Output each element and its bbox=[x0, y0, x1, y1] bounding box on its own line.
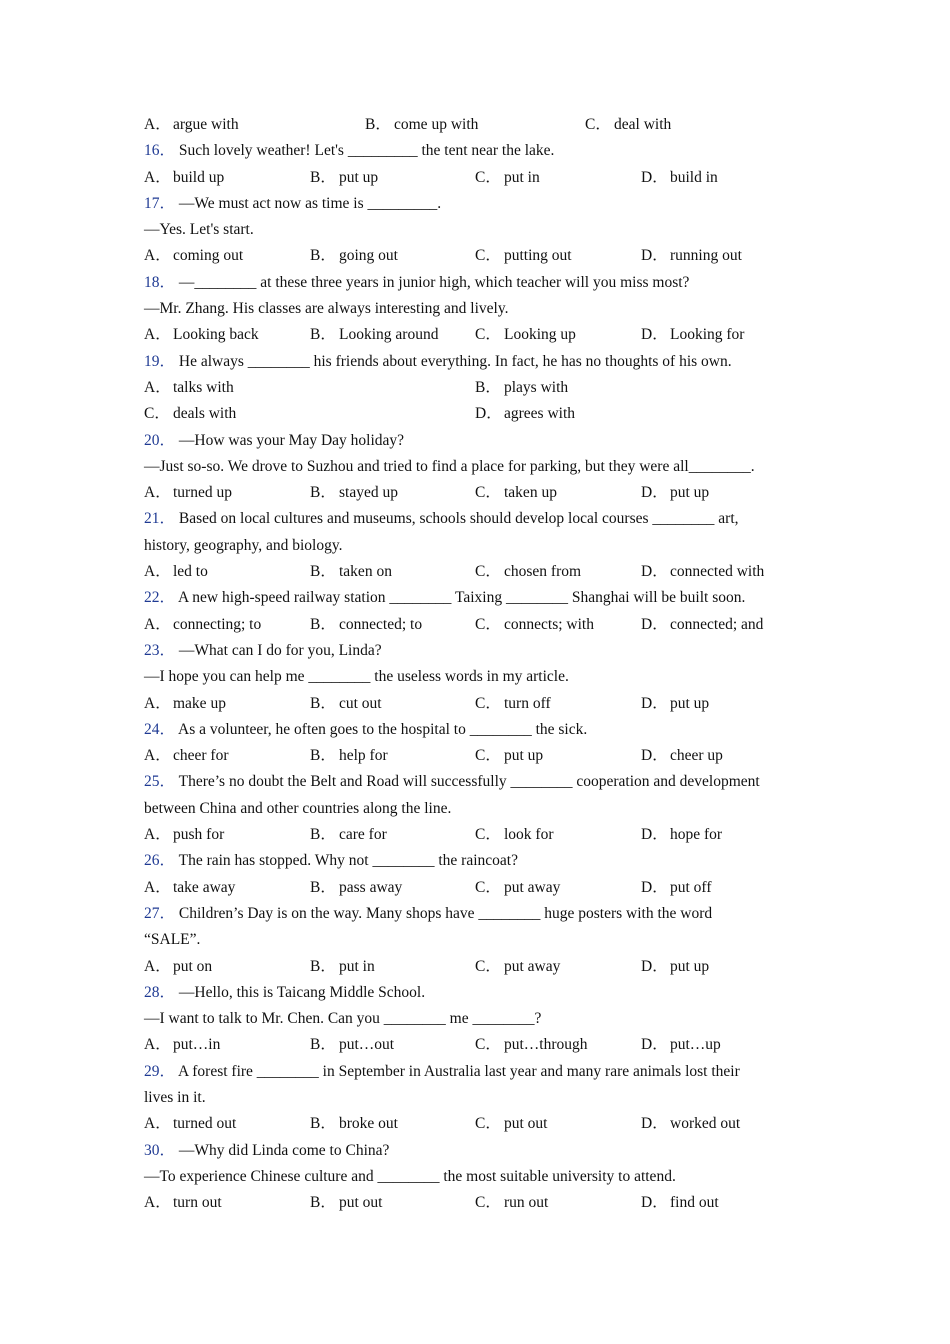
option-letter: B． bbox=[310, 168, 336, 186]
option-text: turn off bbox=[504, 694, 551, 712]
option bbox=[475, 1032, 588, 1058]
option-row bbox=[144, 243, 824, 269]
option bbox=[475, 401, 575, 427]
option-letter: C． bbox=[475, 615, 501, 633]
option-text: Looking for bbox=[670, 326, 745, 344]
option bbox=[144, 559, 208, 585]
option bbox=[641, 322, 744, 348]
option-row bbox=[144, 559, 824, 585]
option bbox=[641, 480, 709, 506]
option-text: agrees with bbox=[504, 405, 576, 423]
option bbox=[144, 691, 226, 717]
option-row bbox=[144, 1190, 824, 1216]
option-letter: D． bbox=[641, 1036, 668, 1054]
option-letter: B． bbox=[310, 326, 336, 344]
option-letter: C． bbox=[475, 878, 501, 896]
option bbox=[475, 1190, 548, 1216]
question-stem bbox=[144, 717, 824, 743]
question-line bbox=[144, 796, 824, 822]
option bbox=[475, 954, 560, 980]
question-text: Children’s Day is on the way. Many shops have ________ huge posters with the word bbox=[175, 904, 713, 922]
option-text: look for bbox=[504, 826, 554, 844]
option-row bbox=[144, 480, 824, 506]
option-text: put…through bbox=[504, 1036, 588, 1054]
option bbox=[641, 243, 742, 269]
option bbox=[475, 612, 594, 638]
question-line bbox=[144, 296, 824, 322]
question-number: 26． bbox=[144, 852, 176, 870]
option bbox=[475, 480, 557, 506]
question-text: —________ at these three years in junior high, which teacher will you miss most? bbox=[175, 273, 690, 291]
option bbox=[144, 401, 236, 427]
option bbox=[144, 165, 224, 191]
option-text: broke out bbox=[339, 1115, 398, 1133]
option bbox=[641, 165, 718, 191]
question-stem bbox=[144, 638, 824, 664]
option-row bbox=[144, 112, 824, 138]
option-letter: A． bbox=[144, 326, 171, 344]
question-number: 27． bbox=[144, 904, 176, 922]
option-text: put up bbox=[670, 694, 710, 712]
option-letter: D． bbox=[641, 563, 668, 581]
option-text: running out bbox=[670, 247, 742, 265]
option-letter: C． bbox=[475, 1194, 501, 1212]
option-text: take away bbox=[173, 878, 236, 896]
option bbox=[475, 243, 572, 269]
option bbox=[310, 875, 402, 901]
option-letter: B． bbox=[310, 878, 336, 896]
question-text: —We must act now as time is _________. bbox=[175, 194, 442, 212]
option-text: turn out bbox=[173, 1194, 222, 1212]
option bbox=[365, 112, 478, 138]
option-text: put up bbox=[339, 168, 379, 186]
option bbox=[585, 112, 671, 138]
question-line bbox=[144, 927, 824, 953]
option-text: taken up bbox=[504, 484, 557, 502]
option-letter: D． bbox=[641, 694, 668, 712]
question-stem bbox=[144, 191, 824, 217]
option-text: put off bbox=[670, 878, 712, 896]
option-text: led to bbox=[173, 563, 208, 581]
option-letter: A． bbox=[144, 878, 171, 896]
option bbox=[310, 954, 375, 980]
option-letter: D． bbox=[641, 957, 668, 975]
question-number: 24． bbox=[144, 720, 176, 738]
option-letter: D． bbox=[641, 168, 668, 186]
option-letter: B． bbox=[365, 116, 391, 133]
option-letter: B． bbox=[310, 1115, 336, 1133]
option-text: Looking back bbox=[173, 326, 259, 344]
option bbox=[310, 1190, 383, 1216]
option-text: cheer up bbox=[670, 747, 723, 765]
option-text: cheer for bbox=[173, 747, 229, 765]
option-letter: A． bbox=[144, 563, 171, 581]
option bbox=[310, 322, 438, 348]
option-letter: D． bbox=[641, 326, 668, 344]
option-text: put out bbox=[504, 1115, 548, 1133]
option bbox=[475, 375, 568, 401]
question-line bbox=[144, 664, 824, 690]
option bbox=[144, 1111, 236, 1137]
option-text: put out bbox=[339, 1194, 383, 1212]
option-text: putting out bbox=[504, 247, 572, 265]
question-number: 18． bbox=[144, 273, 176, 291]
option-row bbox=[144, 612, 824, 638]
option bbox=[144, 822, 224, 848]
option-text: cut out bbox=[339, 694, 382, 712]
option-row bbox=[144, 1032, 824, 1058]
question-text: “SALE”. bbox=[144, 931, 201, 949]
question-stem bbox=[144, 848, 824, 874]
option-text: connected; to bbox=[339, 615, 423, 633]
option-text: argue with bbox=[173, 116, 239, 133]
question-text: between China and other countries along the line. bbox=[144, 799, 452, 817]
question-stem bbox=[144, 270, 824, 296]
option bbox=[310, 612, 422, 638]
option-text: put…in bbox=[173, 1036, 221, 1054]
question-text: —I hope you can help me ________ the useless words in my article. bbox=[144, 668, 569, 686]
option-row bbox=[144, 822, 824, 848]
option-letter: B． bbox=[310, 563, 336, 581]
option-letter: B． bbox=[310, 747, 336, 765]
question-text: —To experience Chinese culture and ________ the most suitable university to attend. bbox=[144, 1167, 676, 1185]
option-text: put away bbox=[504, 957, 561, 975]
option bbox=[310, 165, 378, 191]
option-row bbox=[144, 691, 824, 717]
question-stem bbox=[144, 585, 824, 611]
option-text: stayed up bbox=[339, 484, 398, 502]
option bbox=[144, 112, 239, 138]
option-text: going out bbox=[339, 247, 398, 265]
option bbox=[641, 1190, 719, 1216]
option-letter: A． bbox=[144, 1036, 171, 1054]
option-text: connecting; to bbox=[173, 615, 262, 633]
option-letter: C． bbox=[475, 747, 501, 765]
option-row bbox=[144, 954, 824, 980]
question-number: 25． bbox=[144, 773, 176, 791]
option bbox=[475, 1111, 548, 1137]
option-text: connects; with bbox=[504, 615, 594, 633]
option-text: connected with bbox=[670, 563, 765, 581]
option-text: worked out bbox=[670, 1115, 741, 1133]
option-letter: B． bbox=[310, 484, 336, 502]
question-line bbox=[144, 1006, 824, 1032]
question-stem bbox=[144, 901, 824, 927]
option-letter: A． bbox=[144, 957, 171, 975]
option bbox=[641, 1032, 721, 1058]
option bbox=[310, 691, 382, 717]
option-letter: C． bbox=[475, 168, 501, 186]
question-text: He always ________ his friends about everything. In fact, he has no thoughts of his own. bbox=[175, 352, 732, 370]
option bbox=[641, 954, 709, 980]
option-letter: B． bbox=[310, 615, 336, 633]
option bbox=[641, 822, 722, 848]
option-text: turned out bbox=[173, 1115, 237, 1133]
question-text: Such lovely weather! Let's _________ the tent near the lake. bbox=[175, 142, 555, 160]
option-text: help for bbox=[339, 747, 388, 765]
option-letter: B． bbox=[310, 1194, 336, 1212]
option-text: build up bbox=[173, 168, 225, 186]
option-letter: D． bbox=[641, 1194, 668, 1212]
option-letter: A． bbox=[144, 826, 171, 844]
question-number: 30． bbox=[144, 1141, 176, 1159]
question-line bbox=[144, 1085, 824, 1111]
option bbox=[641, 559, 764, 585]
question-text: —Yes. Let's start. bbox=[144, 221, 254, 239]
option bbox=[310, 243, 398, 269]
option bbox=[475, 559, 581, 585]
option-letter: C． bbox=[475, 326, 501, 344]
question-text: The rain has stopped. Why not ________ the raincoat? bbox=[175, 852, 518, 870]
option bbox=[144, 480, 232, 506]
option-text: put in bbox=[339, 957, 375, 975]
question-number: 17． bbox=[144, 194, 176, 212]
option-letter: A． bbox=[144, 1115, 171, 1133]
option bbox=[475, 875, 560, 901]
option-text: make up bbox=[173, 694, 226, 712]
option-letter: A． bbox=[144, 247, 171, 265]
worksheet-page bbox=[144, 112, 824, 1216]
option-letter: A． bbox=[144, 694, 171, 712]
option-letter: A． bbox=[144, 116, 171, 133]
option-letter: C． bbox=[475, 563, 501, 581]
option bbox=[310, 480, 398, 506]
option-text: push for bbox=[173, 826, 225, 844]
question-line bbox=[144, 454, 824, 480]
question-number: 28． bbox=[144, 983, 176, 1001]
option-text: run out bbox=[504, 1194, 549, 1212]
question-text: Based on local cultures and museums, schools should develop local courses ________ art, bbox=[175, 510, 739, 528]
option-letter: C． bbox=[475, 1115, 501, 1133]
option bbox=[144, 954, 212, 980]
option-text: deal with bbox=[614, 116, 672, 133]
option-letter: A． bbox=[144, 615, 171, 633]
question-number: 29． bbox=[144, 1062, 176, 1080]
option-letter: B． bbox=[310, 1036, 336, 1054]
option-letter: B． bbox=[475, 378, 501, 396]
option-text: turned up bbox=[173, 484, 232, 502]
question-text: —I want to talk to Mr. Chen. Can you ________ me ________? bbox=[144, 1010, 542, 1028]
option-letter: A． bbox=[144, 378, 171, 396]
question-line bbox=[144, 533, 824, 559]
option-text: put away bbox=[504, 878, 561, 896]
question-number: 20． bbox=[144, 431, 176, 449]
question-text: —Why did Linda come to China? bbox=[175, 1141, 390, 1159]
option-text: put…out bbox=[339, 1036, 395, 1054]
option-letter: D． bbox=[641, 878, 668, 896]
option bbox=[310, 822, 387, 848]
option-text: pass away bbox=[339, 878, 403, 896]
option-text: put in bbox=[504, 168, 540, 186]
option-letter: C． bbox=[585, 116, 611, 133]
option-text: find out bbox=[670, 1194, 719, 1212]
question-text: There’s no doubt the Belt and Road will successfully ________ cooperation and development bbox=[175, 773, 760, 791]
option-letter: C． bbox=[475, 484, 501, 502]
option-text: Looking up bbox=[504, 326, 576, 344]
question-stem bbox=[144, 1138, 824, 1164]
option-letter: A． bbox=[144, 484, 171, 502]
question-text: history, geography, and biology. bbox=[144, 536, 343, 554]
option-letter: B． bbox=[310, 826, 336, 844]
option-text: taken on bbox=[339, 563, 392, 581]
option-letter: B． bbox=[310, 694, 336, 712]
question-text: —How was your May Day holiday? bbox=[175, 431, 405, 449]
option-text: put on bbox=[173, 957, 213, 975]
option bbox=[475, 322, 576, 348]
question-text: —Just so-so. We drove to Suzhou and tried to find a place for parking, but they were all________. bbox=[144, 457, 755, 475]
option-text: come up with bbox=[394, 116, 479, 133]
question-stem bbox=[144, 506, 824, 532]
option bbox=[310, 559, 392, 585]
question-number: 23． bbox=[144, 641, 176, 659]
question-text: —Hello, this is Taicang Middle School. bbox=[175, 983, 426, 1001]
option bbox=[475, 691, 551, 717]
option-letter: D． bbox=[475, 405, 502, 423]
option-row bbox=[144, 1111, 824, 1137]
option-row bbox=[144, 875, 824, 901]
option-text: build in bbox=[670, 168, 718, 186]
option-text: Looking around bbox=[339, 326, 439, 344]
question-number: 19． bbox=[144, 352, 176, 370]
option bbox=[641, 612, 763, 638]
option bbox=[144, 612, 261, 638]
option-text: put up bbox=[504, 747, 544, 765]
option-letter: A． bbox=[144, 747, 171, 765]
option-row bbox=[144, 743, 824, 769]
question-number: 22． bbox=[144, 589, 176, 607]
question-line bbox=[144, 217, 824, 243]
option-letter: C． bbox=[475, 694, 501, 712]
question-text: As a volunteer, he often goes to the hospital to ________ the sick. bbox=[175, 720, 588, 738]
option-text: coming out bbox=[173, 247, 244, 265]
option-letter: B． bbox=[310, 957, 336, 975]
option-letter: D． bbox=[641, 747, 668, 765]
option-letter: C． bbox=[475, 826, 501, 844]
question-number: 21． bbox=[144, 510, 176, 528]
option bbox=[144, 743, 229, 769]
option-letter: C． bbox=[475, 247, 501, 265]
option-text: connected; and bbox=[670, 615, 764, 633]
question-text: —What can I do for you, Linda? bbox=[175, 641, 382, 659]
option-row bbox=[144, 401, 824, 427]
option bbox=[475, 822, 554, 848]
option-letter: D． bbox=[641, 615, 668, 633]
option-letter: C． bbox=[475, 1036, 501, 1054]
option-text: plays with bbox=[504, 378, 569, 396]
option bbox=[310, 743, 388, 769]
question-number: 16． bbox=[144, 142, 176, 160]
option bbox=[641, 743, 723, 769]
option-letter: D． bbox=[641, 826, 668, 844]
option-row bbox=[144, 322, 824, 348]
option-letter: D． bbox=[641, 1115, 668, 1133]
option-text: put up bbox=[670, 957, 710, 975]
option-letter: A． bbox=[144, 168, 171, 186]
question-stem bbox=[144, 349, 824, 375]
option bbox=[144, 322, 259, 348]
option bbox=[641, 875, 711, 901]
question-stem bbox=[144, 428, 824, 454]
question-stem bbox=[144, 769, 824, 795]
option-letter: C． bbox=[144, 405, 170, 423]
question-text: lives in it. bbox=[144, 1088, 206, 1106]
option-text: care for bbox=[339, 826, 387, 844]
question-stem bbox=[144, 138, 824, 164]
option-text: talks with bbox=[173, 378, 234, 396]
option bbox=[144, 875, 235, 901]
question-stem bbox=[144, 1059, 824, 1085]
option-letter: D． bbox=[641, 247, 668, 265]
option bbox=[144, 375, 234, 401]
option-letter: C． bbox=[475, 957, 501, 975]
option bbox=[641, 691, 709, 717]
option-letter: A． bbox=[144, 1194, 171, 1212]
option-row bbox=[144, 165, 824, 191]
option bbox=[641, 1111, 740, 1137]
option bbox=[310, 1111, 398, 1137]
option-text: chosen from bbox=[504, 563, 582, 581]
question-stem bbox=[144, 980, 824, 1006]
option-letter: D． bbox=[641, 484, 668, 502]
option bbox=[144, 243, 243, 269]
option-text: hope for bbox=[670, 826, 723, 844]
option bbox=[144, 1190, 222, 1216]
option bbox=[144, 1032, 220, 1058]
option-row bbox=[144, 375, 824, 401]
option-text: deals with bbox=[173, 405, 237, 423]
option bbox=[475, 743, 543, 769]
question-line bbox=[144, 1164, 824, 1190]
option-text: put up bbox=[670, 484, 710, 502]
question-text: —Mr. Zhang. His classes are always interesting and lively. bbox=[144, 300, 509, 318]
question-text: A forest fire ________ in September in Australia last year and many rare animals lost their bbox=[175, 1062, 740, 1080]
option-letter: B． bbox=[310, 247, 336, 265]
option bbox=[475, 165, 540, 191]
option-text: put…up bbox=[670, 1036, 721, 1054]
question-text: A new high-speed railway station ________ Taixing ________ Shanghai will be built soon. bbox=[175, 589, 746, 607]
option bbox=[310, 1032, 394, 1058]
